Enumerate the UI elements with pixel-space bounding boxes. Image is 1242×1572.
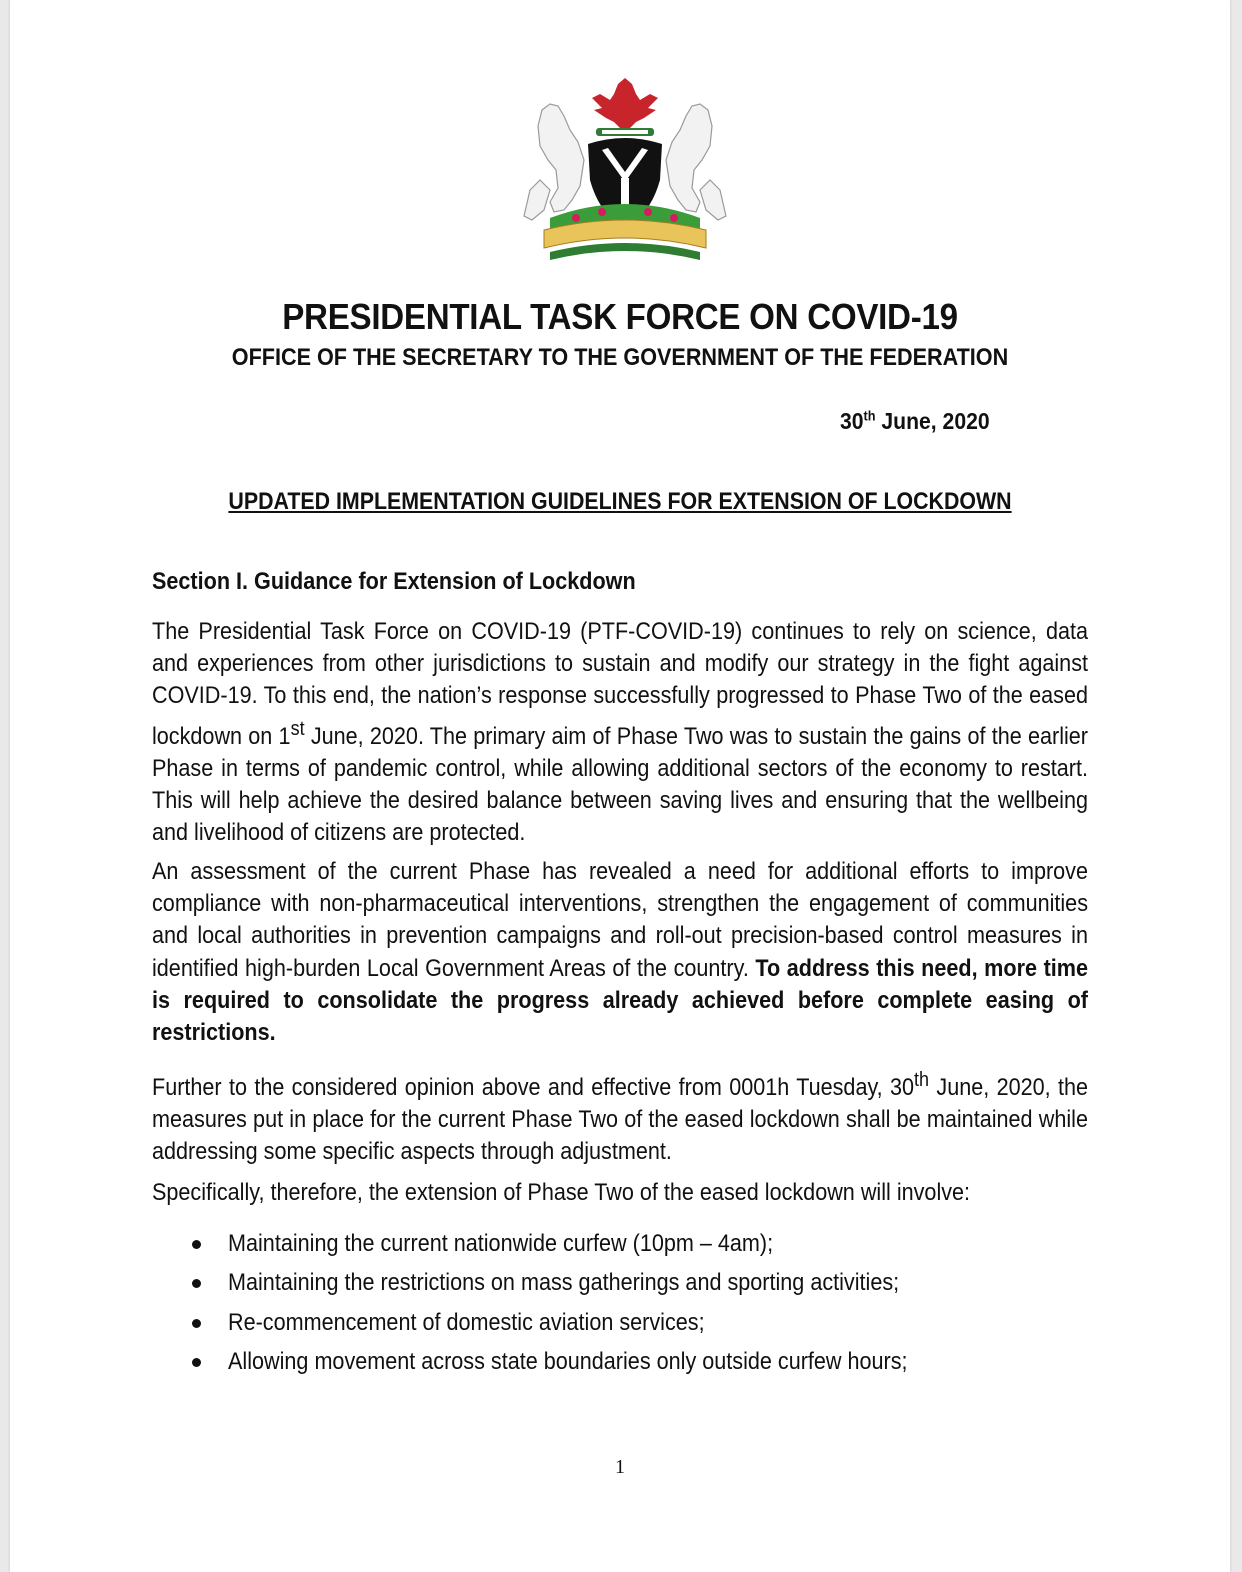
date-suffix: th [863,408,876,424]
list-item [192,1228,983,1267]
document-title: PRESIDENTIAL TASK FORCE ON COVID-19 [282,296,958,337]
date-day: 30 [840,408,864,434]
list-item [192,1346,983,1385]
section-heading: Section I. Guidance for Extension of Lockdown [152,568,636,595]
paragraph-2-bold-text: To address this need, more time is required to consolidate the progress already achieved before complete easing of restrictions. [152,954,1088,1047]
paragraph-1-sup: st [290,717,305,740]
measures-list [192,1228,983,1385]
paragraph-3-text-b: June, 2020, the measures put in place for the current Phase Two of the eased lockdown shall be maintained while addressing some specific aspects through adjustment. [152,1074,1088,1166]
paragraph-1-text-a: The Presidential Task Force on COVID-19 (PTF-COVID-19) continues to rely on science, data and experiences from other jurisdictions to sustain and modify our strategy in the fight against COVID-19. To this end, the nation’s response successfully progressed to Phase Two of the eased lockdown on 1 [152,618,1088,750]
page-number: 1 [615,1456,625,1478]
document-date [840,408,990,435]
paragraph-3-sup: th [914,1069,930,1091]
list-item-text: Allowing movement across state boundaries only outside curfew hours; [228,1347,908,1375]
document-subtitle: OFFICE OF THE SECRETARY TO THE GOVERNMENT OF THE FEDERATION [231,344,1009,371]
nigeria-coat-of-arms-icon [510,70,740,270]
document-page [10,0,1230,1572]
bullet-icon [192,1319,201,1328]
paragraph-2-text: An assessment of the current Phase has revealed a need for additional efforts to improve compliance with non-pharmaceutical interventions, strengthen the engagement of communities and local authorities in prevention campaigns and roll-out precision-based control measures in identified high-burden Local Government Areas of the country. [152,858,1088,982]
paragraph-3-text-a: Further to the considered opinion above and effective from 0001h Tuesday, 30 [152,1074,915,1101]
date-rest: June, 2020 [875,408,990,434]
paragraph-4: Specifically, therefore, the extension of Phase Two of the eased lockdown will involve: [152,1179,971,1206]
bullet-icon [192,1240,201,1249]
paragraph-2 [152,856,1088,1049]
list-item-text: Maintaining the restrictions on mass gatherings and sporting activities; [228,1269,900,1297]
paragraph-1 [152,616,1088,849]
paragraph-1-text-b: June, 2020. The primary aim of Phase Two was to sustain the gains of the earlier Phase in terms of pandemic control, while allowing additional sectors of the economy to restart. This will help achieve the desired balance between saving lives and ensuring that the wellbeing and livelihood of citizens are protected. [152,722,1089,847]
list-item [192,1307,983,1346]
bullet-icon [192,1279,201,1288]
list-item [192,1267,983,1306]
list-item-text: Maintaining the current nationwide curfew (10pm – 4am); [228,1230,774,1257]
document-heading: UPDATED IMPLEMENTATION GUIDELINES FOR EXTENSION OF LOCKDOWN [228,488,1012,515]
bullet-icon [192,1358,201,1367]
list-item-text: Re-commencement of domestic aviation services; [228,1308,705,1336]
paragraph-3 [152,1064,1088,1169]
